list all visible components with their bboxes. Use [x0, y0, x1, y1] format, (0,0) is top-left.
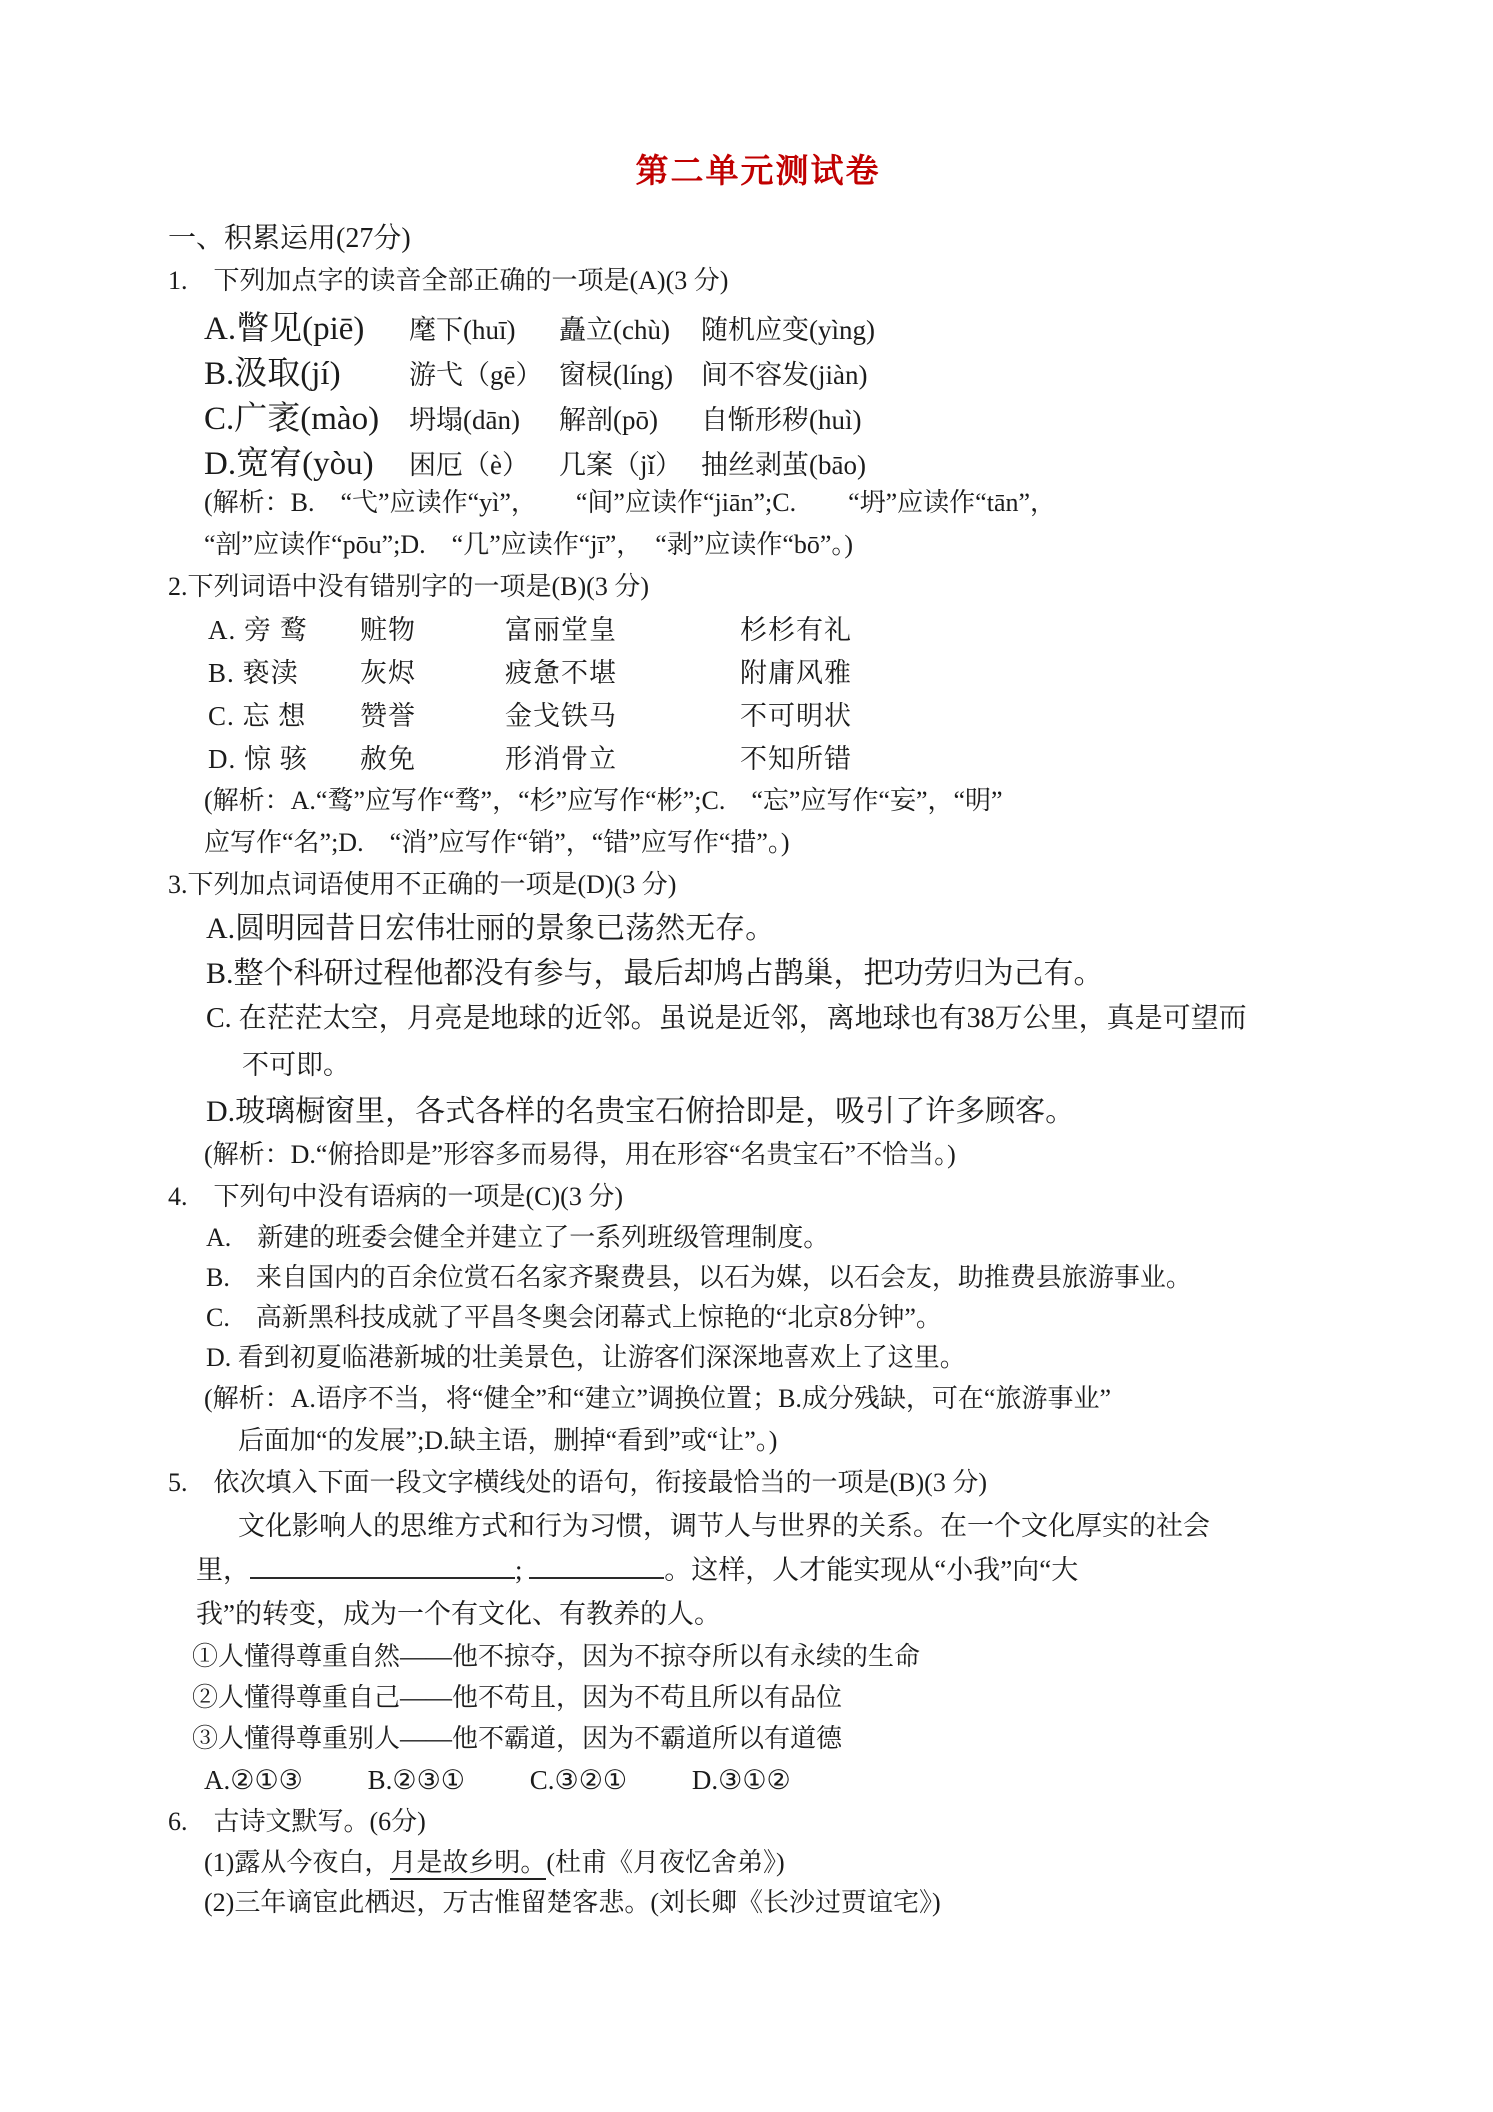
q4-option-b: B. 来自国内的百余位赏石名家齐聚费县，以石为媒，以石会友，助推费县旅游事业。: [206, 1263, 1192, 1292]
fill-blank-1: [250, 1549, 515, 1579]
q5-item-2: ②人懂得尊重自己——他不苟且，因为不苟且所以有品位: [192, 1683, 843, 1712]
q6-line-2: (2)三年谪宦此栖迟，万古惟留楚客悲。(刘长卿《长沙过贾谊宅》): [204, 1888, 941, 1917]
q1-analysis-line2: “剖”应读作“pōu”;D. “几”应读作“jī”， “剥”应读作“bō”。): [204, 530, 854, 559]
q2-option-row-c: [208, 694, 1348, 737]
q1-a-word4: 随机应变(yìng): [701, 315, 875, 345]
q2-option-row-b: [208, 651, 1348, 694]
q5-choice-c: C.③②①: [529, 1765, 628, 1795]
q1-c-word1: C.广袤(mào): [204, 401, 380, 437]
q2-b-word2: 灰烬: [360, 658, 416, 688]
q1-c-word2: 坍塌(dān): [409, 405, 520, 435]
q1-b-word3: 窗棂(líng): [559, 360, 673, 390]
q1-stem: 1. 下列加点字的读音全部正确的一项是(A)(3 分): [168, 266, 729, 295]
q2-a-word1: A. 旁 鹜: [208, 615, 308, 645]
q4-analysis-line2: 后面加“的发展”;D.缺主语，删掉“看到”或“让”。): [238, 1426, 778, 1455]
q1-a-word3: 矗立(chù): [559, 315, 670, 345]
q4-analysis-line1: (解析：A.语序不当，将“健全”和“建立”调换位置；B.成分残缺，可在“旅游事业”: [204, 1384, 1112, 1413]
q2-d-word2: 赦免: [360, 744, 416, 774]
q1-b-word4: 间不容发(jiàn): [701, 360, 868, 390]
q6-line1-pre: (1)露从今夜白，: [204, 1848, 391, 1877]
q6-line1-source: (杜甫《月夜忆舍弟》): [546, 1848, 785, 1877]
q5-paragraph-line1: 文化影响人的思维方式和行为习惯，调节人与世界的关系。在一个文化厚实的社会: [238, 1511, 1210, 1541]
q5-answer-choices: [204, 1759, 1348, 1801]
q2-d-word4: 不知所错: [740, 744, 852, 774]
q2-stem: 2.下列词语中没有错别字的一项是(B)(3 分): [168, 572, 649, 601]
q1-option-row-a: [204, 302, 1348, 347]
q3-stem: 3.下列加点词语使用不正确的一项是(D)(3 分): [168, 870, 677, 899]
q6-line-1: [204, 1843, 1348, 1883]
q1-d-word4: 抽丝剥茧(bāo): [701, 450, 866, 480]
q3-option-c: C. 在茫茫太空，月亮是地球的近邻。虽说是近邻，离地球也有38万公里，真是可望而: [206, 1003, 1247, 1034]
q4-stem: 4. 下列句中没有语病的一项是(C)(3 分): [168, 1182, 623, 1211]
q5-paragraph-line2: [196, 1548, 1348, 1592]
q3-option-b: B.整个科研过程他都没有参与，最后却鸠占鹊巢，把功劳归为己有。: [206, 957, 1104, 990]
q2-b-word3: 疲惫不堪: [505, 658, 617, 688]
section-heading: 一、积累运用(27分): [168, 223, 411, 254]
q2-b-word1: B. 亵渎: [208, 658, 299, 688]
q2-analysis-line1: (解析：A.“鹜”应写作“骛”，“杉”应写作“彬”;C. “忘”应写作“妄”，“明”: [204, 786, 1003, 815]
q5-paragraph-line3: 我”的转变，成为一个有文化、有教养的人。: [196, 1599, 721, 1629]
q2-c-word3: 金戈铁马: [505, 701, 617, 731]
q5-item-3: ③人懂得尊重别人——他不霸道，因为不霸道所以有道德: [192, 1724, 843, 1753]
q5-stem: 5. 依次填入下面一段文字横线处的语句，衔接最恰当的一项是(B)(3 分): [168, 1468, 987, 1497]
q2-d-word1: D. 惊 骇: [208, 744, 308, 774]
q2-c-word4: 不可明状: [740, 701, 852, 731]
q1-option-row-d: [204, 437, 1348, 482]
q1-option-row-c: [204, 392, 1348, 437]
q1-analysis-line1: (解析：B. “弋”应读作“yì”， “间”应读作“jiān”;C. “坍”应读作“tān”，: [204, 488, 1057, 517]
paper-content: [168, 150, 1348, 1923]
q1-a-word1: A.瞥见(piē): [204, 311, 365, 347]
q1-d-word3: 几案（jǐ）: [559, 450, 683, 480]
q1-b-word2: 游弋（gē）: [409, 360, 543, 390]
q2-option-row-a: [208, 608, 1348, 651]
q5-line2-pre: 里，: [196, 1555, 250, 1585]
q2-a-word3: 富丽堂皇: [505, 615, 617, 645]
q5-choice-a: A.②①③: [204, 1765, 303, 1795]
q2-option-row-d: [208, 737, 1348, 780]
q5-item-1: ①人懂得尊重自然——他不掠夺，因为不掠夺所以有永续的生命: [192, 1642, 921, 1671]
q1-b-word1: B.汲取(jí): [204, 356, 341, 392]
q5-choice-b: B.②③①: [367, 1765, 465, 1795]
q2-c-word1: C. 忘 想: [208, 701, 307, 731]
fill-blank-2: [529, 1549, 664, 1579]
page-title: 第二单元测试卷: [635, 154, 881, 190]
q4-option-a: A. 新建的班委会健全并建立了一系列班级管理制度。: [206, 1223, 830, 1252]
q3-option-a: A.圆明园昔日宏伟壮丽的景象已荡然无存。: [206, 912, 776, 945]
q3-option-c-continuation: 不可即。: [242, 1050, 350, 1080]
q2-c-word2: 赞誉: [360, 701, 416, 731]
q1-d-word1: D.宽宥(yòu): [204, 446, 374, 482]
q2-a-word2: 赃物: [360, 615, 416, 645]
q2-d-word3: 形消骨立: [505, 744, 617, 774]
q5-line2-semi: ;: [515, 1555, 523, 1585]
q3-analysis: (解析：D.“俯拾即是”形容多而易得，用在形容“名贵宝石”不恰当。): [204, 1140, 956, 1169]
q1-d-word2: 困厄（è）: [409, 450, 529, 480]
q4-option-d: D. 看到初夏临港新城的壮美景色，让游客们深深地喜欢上了这里。: [206, 1343, 966, 1372]
q1-option-row-b: [204, 347, 1348, 392]
q2-a-word4: 杉杉有礼: [740, 615, 852, 645]
q5-line2-post: 。这样，人才能实现从“小我”向“大: [664, 1555, 1079, 1585]
q1-c-word4: 自惭形秽(huì): [701, 405, 862, 435]
q1-a-word2: 麾下(huī): [409, 315, 516, 345]
q4-option-c: C. 高新黑科技成就了平昌冬奥会闭幕式上惊艳的“北京8分钟”。: [206, 1303, 942, 1332]
q2-b-word4: 附庸风雅: [740, 658, 852, 688]
q6-stem: 6. 古诗文默写。(6分): [168, 1807, 426, 1836]
q5-choice-d: D.③①②: [691, 1765, 791, 1795]
q1-c-word3: 解剖(pō): [559, 405, 658, 435]
q3-option-d: D.玻璃橱窗里，各式各样的名贵宝石俯拾即是，吸引了许多顾客。: [206, 1095, 1076, 1128]
q2-analysis-line2: 应写作“名”;D. “消”应写作“销”，“错”应写作“措”。): [204, 828, 790, 857]
q6-line1-answer-underlined: 月是故乡明。: [390, 1848, 546, 1880]
